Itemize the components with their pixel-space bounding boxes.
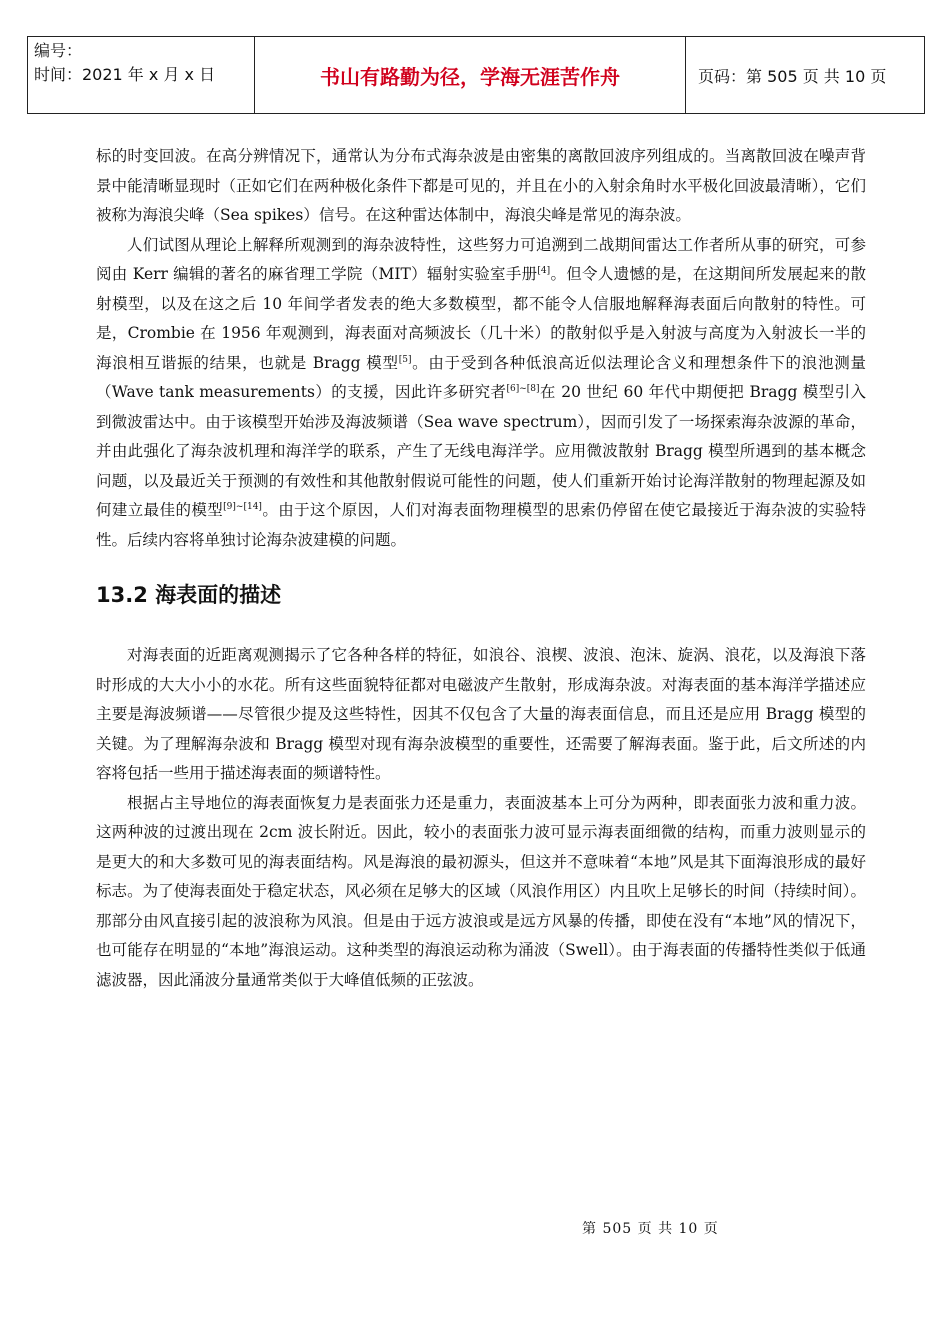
document-body [96, 142, 866, 995]
header-table [27, 36, 925, 114]
paragraph-2-text-5: 。由于这个原因，人们对海表面物理模型的思索仍停留在使它最接近于海杂波的实验特性。后续内容将单独讨论海杂波建模的问题。 [96, 501, 866, 549]
header-meta [28, 37, 255, 113]
paragraph-4: 根据占主导地位的海表面恢复力是表面张力还是重力，表面波基本上可分为两种，即表面张力波和重力波。这两种波的过渡出现在 2cm 波长附近。因此，较小的表面张力波可显示海表面细微的结构，而重力波则显示的是更大的和大多数可见的海表面结构。风是海浪的最初源头，但这并不意味着“本地”风是其下面海浪形成的最好标志。为了使海表面处于稳定状态，风必须在足够大的区域（风浪作用区）内且吹上足够长的时间（持续时间）。那部分由风直接引起的波浪称为风浪。但是由于远方波浪或是远方风暴的传播，即使在没有“本地”风的情况下，也可能存在明显的“本地”海浪运动。这种类型的海浪运动称为涌波（Swell）。由于海表面的传播特性类似于低通滤波器，因此涌波分量通常类似于大峰值低频的正弦波。 [96, 793, 866, 989]
citation-ref: [4] [537, 265, 551, 276]
header-motto: 书山有路勤为径，学海无涯苦作舟 [255, 37, 686, 113]
paragraph-2-text-3: 。由于受到各种低浪高近似法理论含义和理想条件下的浪池测量（Wave tank measurements）的支援，因此许多研究者 [96, 353, 866, 401]
header-page-label: 页码：第 505 页 共 10 页 [698, 66, 887, 86]
paragraph-1: 标的时变回波。在高分辨情况下，通常认为分布式海杂波是由密集的离散回波序列组成的。当离散回波在噪声背景中能清晰显现时（正如它们在两种极化条件下都是可见的，并且在小的入射余角时水平极化回波最清晰），它们被称为海浪尖峰（Sea spikes）信号。在这种雷达体制中，海浪尖峰是常见的海杂波。 [96, 147, 866, 224]
paragraph-2-text-2: 。但令人遗憾的是，在这期间所发展起来的散射模型，以及在这之后 10 年间学者发表的绝大多数模型，都不能令人信服地解释海表面后向散射的特性。可是，Crombie 在 1956 年观测到，海表面对高频波长（几十米）的散射似乎是入射波与高度为入射波长一半的海浪相互谐振的结果，也就是 Bragg 模型 [96, 265, 866, 372]
section-heading: 13.2 海表面的描述 [96, 583, 282, 607]
citation-ref: [9]~[14] [223, 501, 262, 512]
paragraph-3: 对海表面的近距离观测揭示了它各种各样的特征，如浪谷、浪楔、波浪、泡沫、旋涡、浪花，以及海浪下落时形成的大大小小的水花。所有这些面貌特征都对电磁波产生散射，形成海杂波。对海表面的基本海洋学描述应主要是海波频谱——尽管很少提及这些特性，因其不仅包含了大量的海表面信息，而且还是应用 Bragg 模型的关键。为了理解海杂波和 Bragg 模型对现有海杂波模型的重要性，还需要了解海表面。鉴于此，后文所述的内容将包括一些用于描述海表面的频谱特性。 [96, 646, 866, 782]
document-number-label: 编号： [34, 41, 83, 60]
paragraph-2-text-4: 在 20 世纪 60 年代中期便把 Bragg 模型引入到微波雷达中。由于该模型开始涉及海波频谱（Sea wave spectrum），因而引发了一场探索海杂波源的革命，并由此强化了海杂波机理和海洋学的联系，产生了无线电海洋学。应用微波散射 Bragg 模型所遇到的基本概念问题，以及最近关于预测的有效性和其他散射假说可能性的问题，使人们重新开始讨论海洋散射的物理起源及如何建立最佳的模型 [96, 383, 866, 519]
paragraph-2-text-1: 人们试图从理论上解释所观测到的海杂波特性，这些努力可追溯到二战期间雷达工作者所从事的研究，可参阅由 Kerr 编辑的著名的麻省理工学院（MIT）辐射实验室手册 [96, 235, 866, 283]
paragraph-2 [96, 231, 866, 556]
citation-ref: [5] [398, 354, 412, 365]
citation-ref: [6]~[8] [506, 383, 540, 394]
page-footer: 第 505 页 共 10 页 [582, 1221, 719, 1237]
document-time-label: 时间：2021 年 x 月 x 日 [34, 65, 216, 84]
